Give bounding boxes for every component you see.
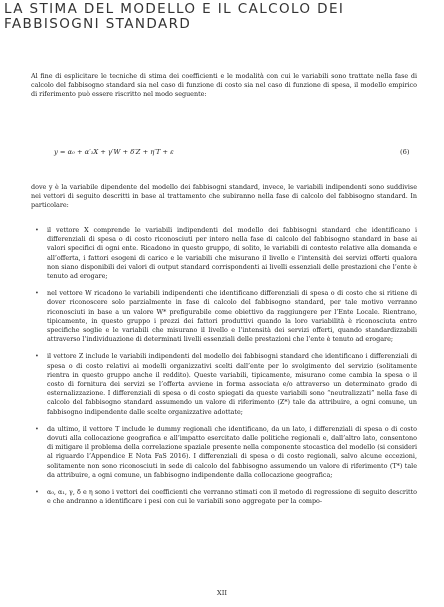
equation-number: (6)	[400, 148, 410, 156]
bullet-icon: •	[35, 424, 39, 433]
page-number: XII	[216, 589, 228, 597]
intro-paragraph: Al fine di esplicitare le tecniche di stima dei coefficienti e le modalità con cui le variabili sono trattate nella fase di calcolo del fabbisogno standard sia nel caso di funzione di costo sia nel caso di funzione di spesa, il modello empirico di riferimento può essere riscritto nel modo seguente:	[31, 72, 417, 99]
bullet-icon: •	[35, 488, 39, 497]
bullet-icon: •	[35, 289, 39, 298]
section-heading: LA STIMA DEL MODELLO E IL CALCOLO DEI FABBISOGNI STANDARD	[4, 1, 345, 32]
bullet-icon: •	[35, 352, 39, 361]
bullet-icon: •	[35, 226, 39, 234]
list-item	[31, 425, 417, 480]
list-item-text: il vettore X comprende le variabili indipendenti del modello dei fabbisogni standard che identificano i differenziali di spesa o di costo riconosciuti per intero nella fase di calcolo del fabbisogno standard in base ai valori specifici di ogni ente. Ricadono in questo gruppo, di solito, le variabili di contesto relative alla domanda e all’offerta, i fattori esogeni di carico e le variabili che misurano il livello e l’intensità dei servizi offerti qualora non siano disponibili dei valori di output standard corrispondenti ai livelli essenziali delle prestazioni che l’ente è tenuto ad erogare;	[47, 226, 417, 281]
list-item-text: nel vettore W ricadono le variabili indipendenti che identificano differenziali di spesa o di costo che si ritiene di dover riconoscere solo parzialmente in fase di calcolo del fabbisogno standard, per tale motivo verranno riconosciuti in base a un valore W* prefigurabile come obiettivo da raggiungere per l’Ente Locale. Rientrano, tipicamente, in questo gruppo i prezzi dei fattori produttivi quando la loro variabilità è riconosciuta entro specifiche soglie e le variabili che misurano il livello e l’intensità dei servizi offerti, quando standardizzabili attraverso l’individuazione di determinati livelli essenziali delle prestazioni che l’ente è tenuto ad erogare;	[47, 289, 417, 344]
list-item	[31, 352, 417, 416]
list-item	[31, 226, 417, 281]
bullet-list	[31, 226, 417, 514]
list-item-text: il vettore Z include le variabili indipendenti del modello dei fabbisogni standard che identificano i differenziali di spesa o di costo relativi ai modelli organizzativi scelti dall’ente per lo svolgimento del servizio (solitamente rientra in questo gruppo anche il reddito). Queste variabili, tipicamente, misurano come cambia la spesa o il costo di fornitura dei servizi se l’offerta avviene in forma associata e/o attraverso un determinato grado di esternalizzazione. I differenziali di spesa o di costo spiegati da queste variabili sono “neutralizzati” nella fase di calcolo del fabbisogno standard assumendo un valore di riferimento (Z*) tale da attribuire, a ogni comune, un fabbisogno indipendente dalle scelte organizzative adottate;	[47, 352, 417, 416]
list-item-text: da ultimo, il vettore T include le dummy regionali che identificano, da un lato, i differenziali di spesa o di costo dovuti alla collocazione geografica e all’impatto esercitato dalle politiche regionali e, dall’altro lato, consentono di mitigare il problema della correlazione spaziale presente nella componente stocastica del modello (si consideri al riguardo l’Appendice E Nota FaS 2016). I differenziali di spesa o di costo regionali, salvo alcune eccezioni, solitamente non sono riconosciuti in sede di calcolo del fabbisogno assumendo un valore di riferimento (T*) tale da attribuire, a ogni comune, un fabbisogno indipendente dalla collocazione geografica;	[47, 424, 417, 479]
model-equation: y = α₀ + α′₁X + γ′W + δ′Z + η′T + ε	[54, 148, 174, 156]
after-equation-paragraph: dove y è la variabile dipendente del modello dei fabbisogni standard, invece, le variabili indipendenti sono suddivise nei vettori di seguito descritti in base al trattamento che subiranno nella fase di calcolo del fabbisogno standard. In particolare:	[31, 183, 417, 210]
list-item	[31, 289, 417, 344]
list-item-text: α₀, α₁, γ, δ e η sono i vettori dei coefficienti che verranno stimati con il metodo di regressione di seguito descritto e che andranno a identificare i pesi con cui le variabili sono aggregate per la compo-	[47, 488, 417, 506]
list-item	[31, 488, 417, 506]
